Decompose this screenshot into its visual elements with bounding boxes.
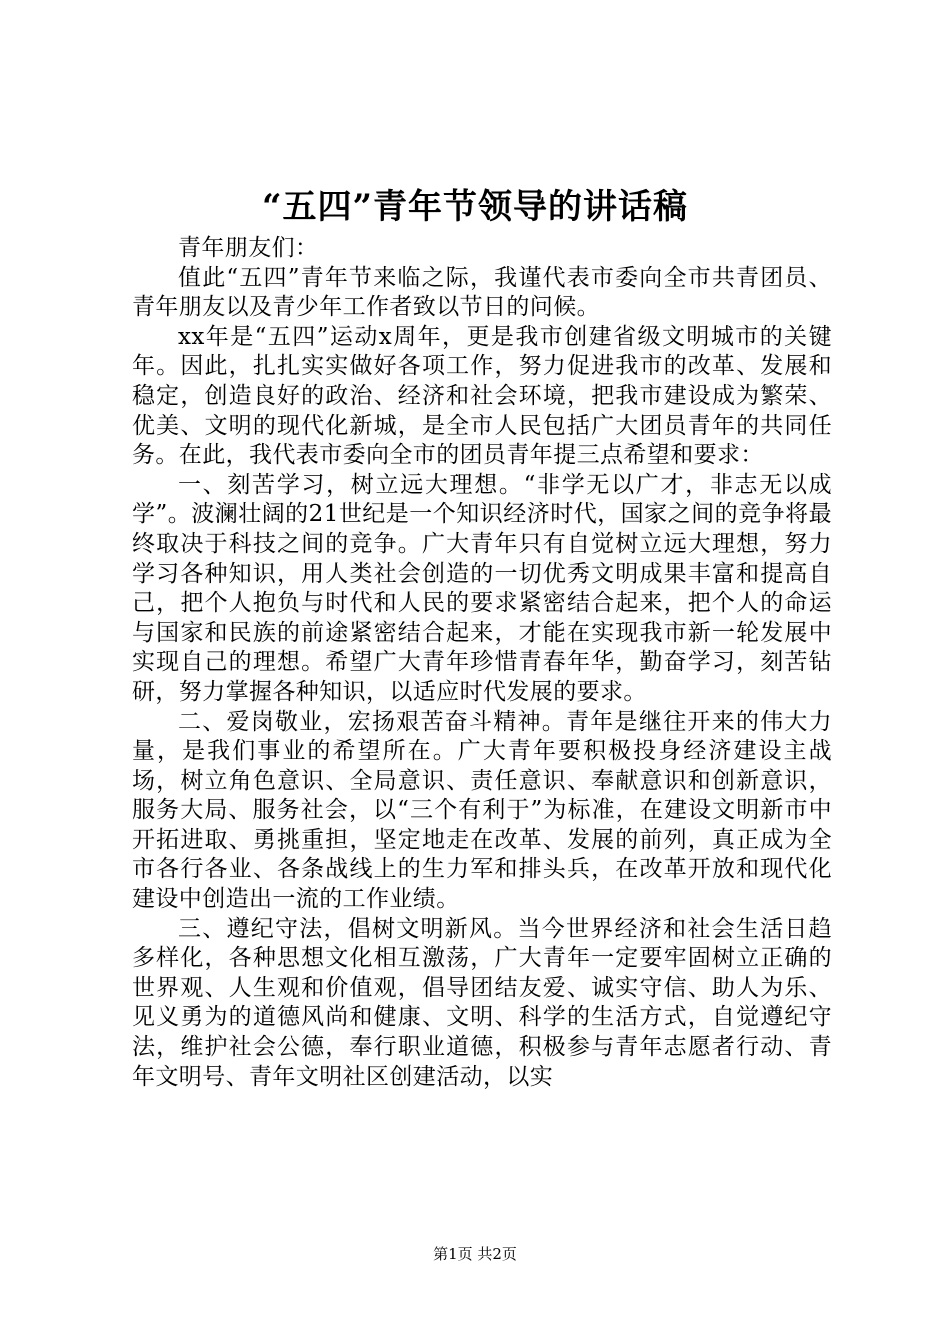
document-title: “五四”青年节领导的讲话稿 xyxy=(261,187,689,227)
paragraph-point-two: 二、爱岗敬业，宏扬艰苦奋斗精神。青年是继往开来的伟大力量，是我们事业的希望所在。广大青年要积极投身经济建设主战场，树立角色意识、全局意识、责任意识、奉献意识和创新意识，服务大局、服务社会，以“三个有利于”为标准，在建设文明新市中开拓进取、勇挑重担，坚定地走在改革、发展的前列，真正成为全市各行各业、各条战线上的生力军和排头兵，在改革开放和现代化建设中创造出一流的工作业绩。 xyxy=(132,708,832,913)
paragraph-context: xx年是“五四”运动x周年，更是我市创建省级文明城市的关键年。因此，扎扎实实做好各项工作，努力促进我市的改革、发展和稳定，创造良好的政治、经济和社会环境，把我市建设成为繁荣、优美、文明的现代化新城，是全市人民包括广大团员青年的共同任务。在此，我代表市委向全市的团员青年提三点希望和要求： xyxy=(132,323,832,469)
document-body xyxy=(132,234,832,1092)
page-footer: 第1页 共2页 xyxy=(433,1245,517,1263)
paragraph-greeting: 青年朋友们： xyxy=(178,235,319,261)
paragraph-point-one: 一、刻苦学习，树立远大理想。“非学无以广才，非志无以成学”。波澜壮阔的21世纪是一个知识经济时代，国家之间的竞争将最终取决于科技之间的竞争。广大青年只有自觉树立远大理想，努力学习各种知识，用人类社会创造的一切优秀文明成果丰富和提高自己，把个人抱负与时代和人民的要求紧密结合起来，把个人的命运与国家和民族的前途紧密结合起来，才能在实现我市新一轮发展中实现自己的理想。希望广大青年珍惜青春年华，勤奋学习，刻苦钻研，努力掌握各种知识，以适应时代发展的要求。 xyxy=(132,471,832,705)
paragraph-point-three: 三、遵纪守法，倡树文明新风。当今世界经济和社会生活日趋多样化，各种思想文化相互激荡，广大青年一定要牢固树立正确的世界观、人生观和价值观，倡导团结友爱、诚实守信、助人为乐、见义勇为的道德风尚和健康、文明、科学的生活方式，自觉遵纪守法，维护社会公德，奉行职业道德，积极参与青年志愿者行动、青年文明号、青年文明社区创建活动，以实 xyxy=(132,915,832,1090)
paragraph-intro: 值此“五四”青年节来临之际，我谨代表市委向全市共青团员、青年朋友以及青少年工作者致以节日的问候。 xyxy=(132,264,832,321)
